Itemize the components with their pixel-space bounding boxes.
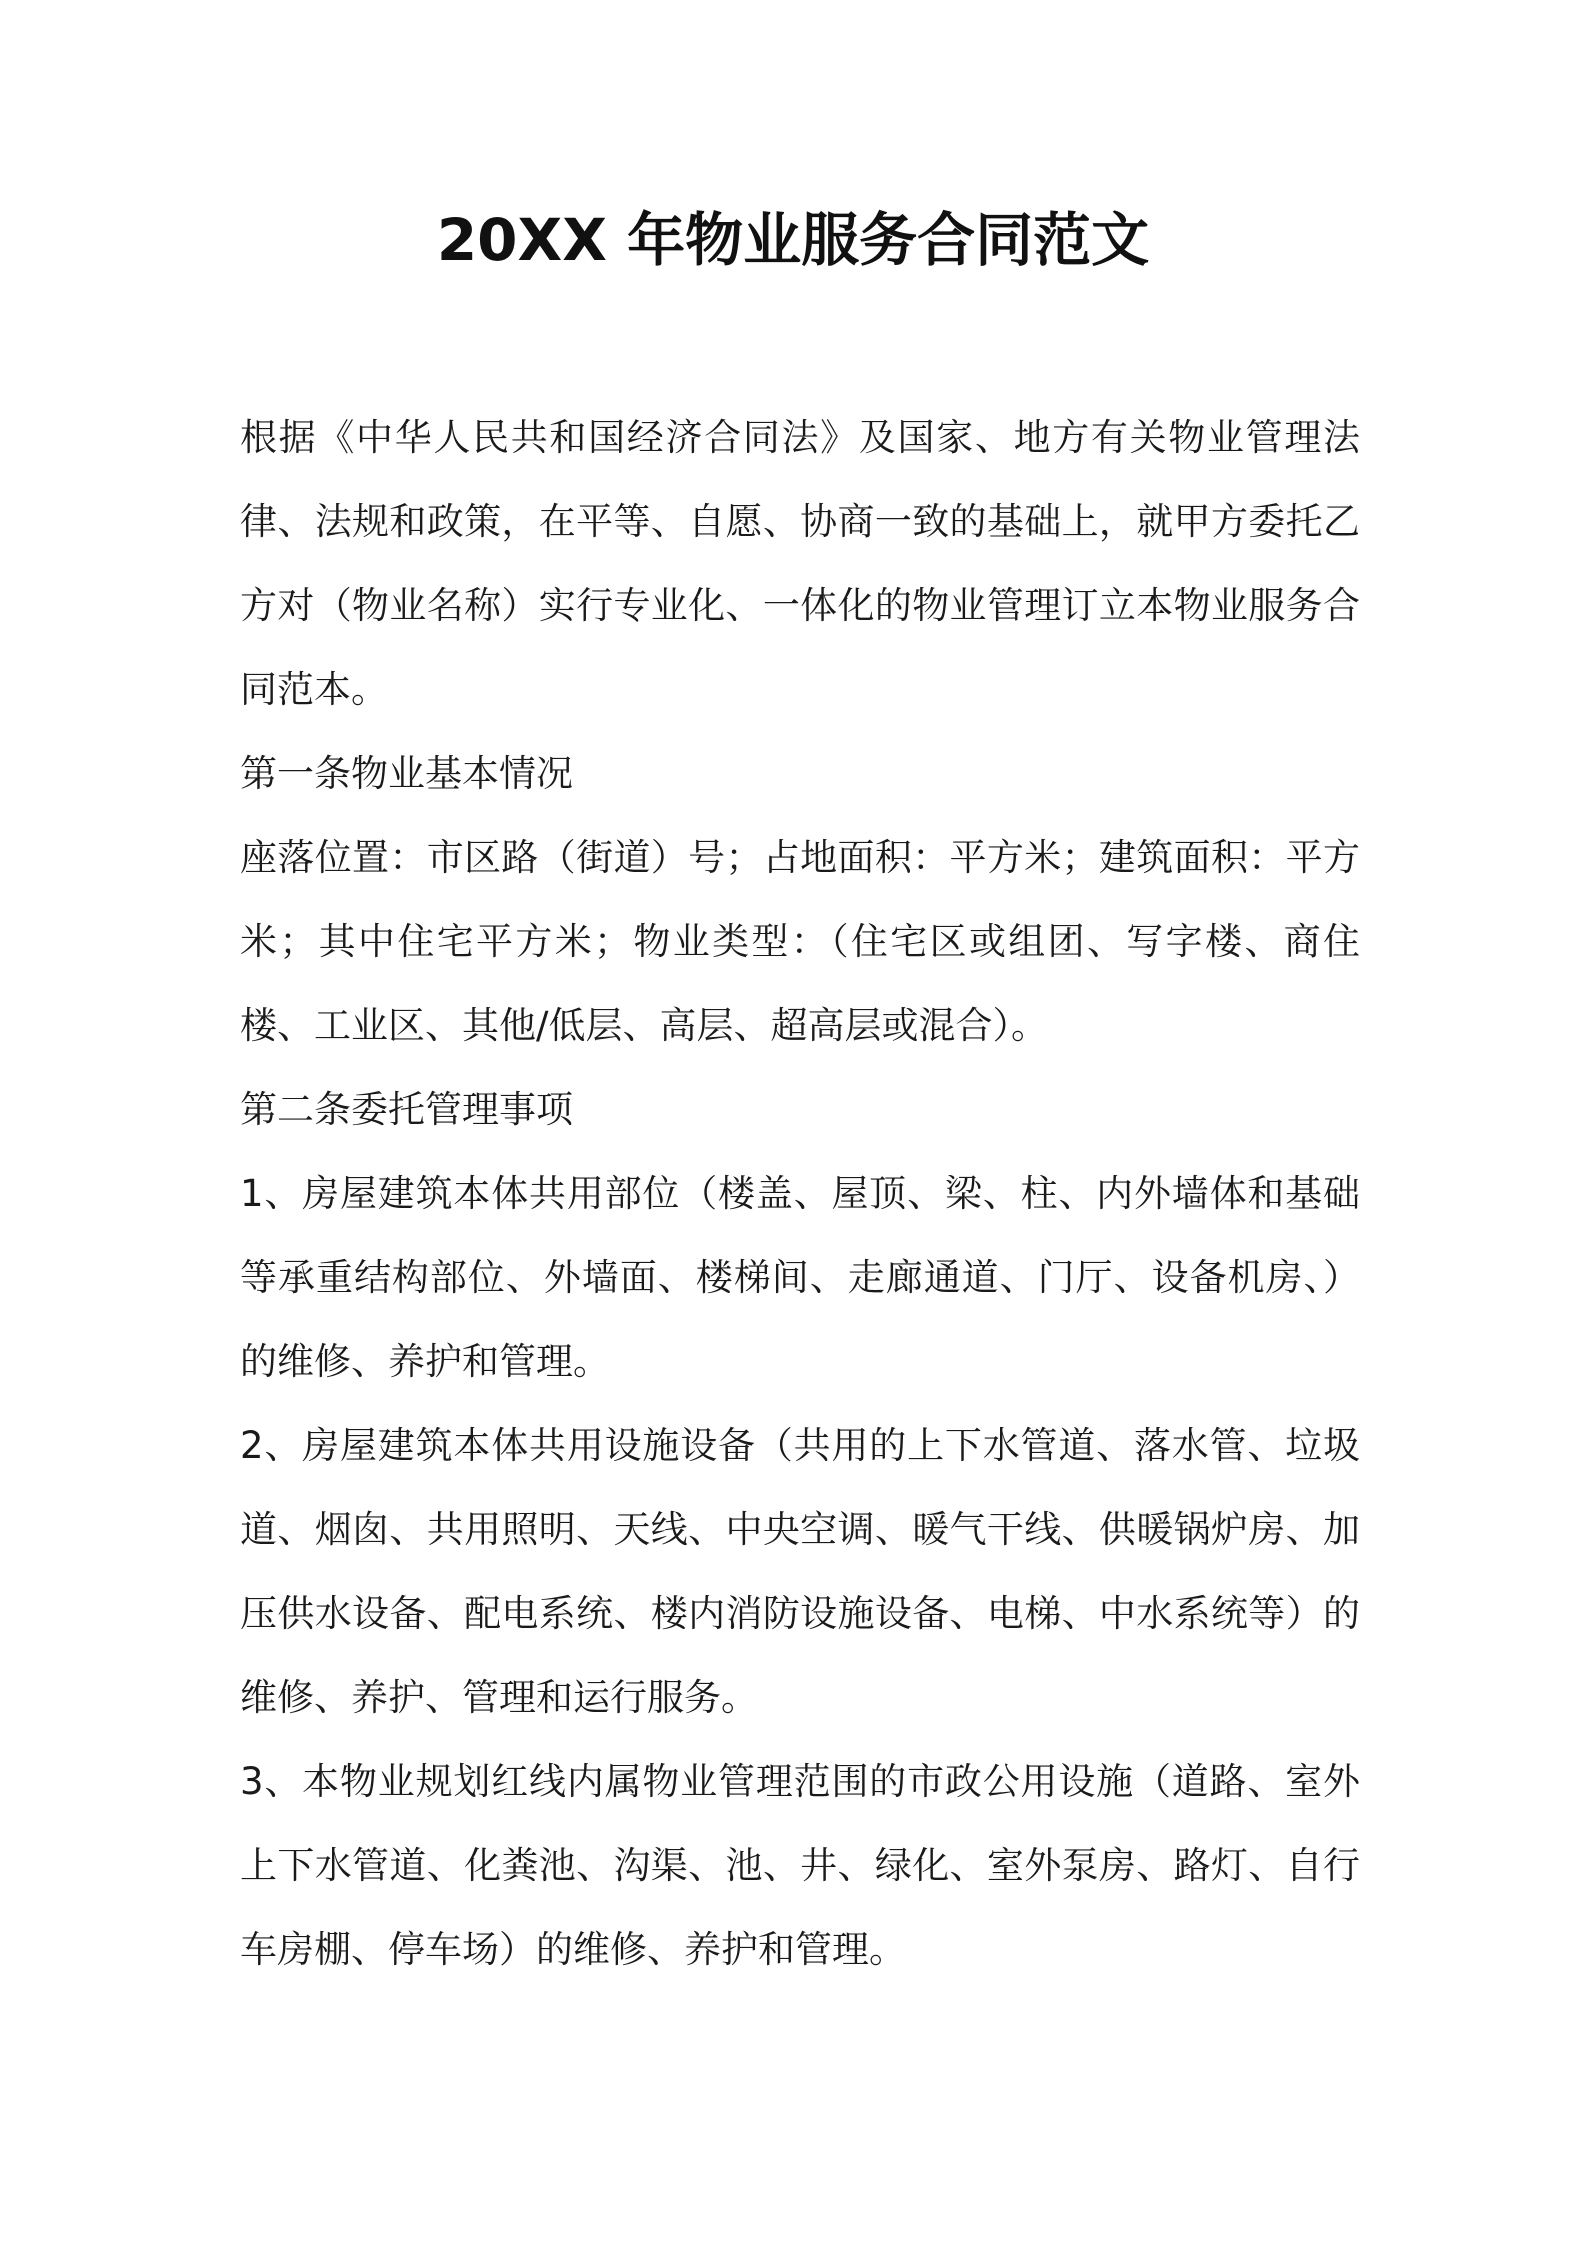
article-2-heading: 第二条委托管理事项	[240, 1088, 573, 1131]
document-title: 20XX 年物业服务合同范文	[436, 206, 1150, 274]
article-2-item-3: 3、本物业规划红线内属物业管理范围的市政公用设施（道路、室外上下水管道、化粪池、沟渠、池、井、绿化、室外泵房、路灯、自行车房棚、停车场）的维修、养护和管理。	[240, 1760, 1360, 1971]
article-1-heading: 第一条物业基本情况	[240, 752, 573, 795]
document-body	[240, 396, 1360, 1992]
article-1-paragraph: 座落位置：市区路（街道）号；占地面积：平方米；建筑面积：平方米；其中住宅平方米；物业类型：（住宅区或组团、写字楼、商住楼、工业区、其他/低层、高层、超高层或混合）。	[240, 836, 1360, 1047]
article-2-item-1: 1、房屋建筑本体共用部位（楼盖、屋顶、梁、柱、内外墙体和基础等承重结构部位、外墙面、楼梯间、走廊通道、门厅、设备机房、）的维修、养护和管理。	[240, 1172, 1360, 1383]
article-2-item-2: 2、房屋建筑本体共用设施设备（共用的上下水管道、落水管、垃圾道、烟囱、共用照明、天线、中央空调、暖气干线、供暖锅炉房、加压供水设备、配电系统、楼内消防设施设备、电梯、中水系统等）的维修、养护、管理和运行服务。	[240, 1424, 1360, 1719]
intro-paragraph: 根据《中华人民共和国经济合同法》及国家、地方有关物业管理法律、法规和政策，在平等、自愿、协商一致的基础上，就甲方委托乙方对（物业名称）实行专业化、一体化的物业管理订立本物业服务合同范本。	[240, 416, 1360, 711]
